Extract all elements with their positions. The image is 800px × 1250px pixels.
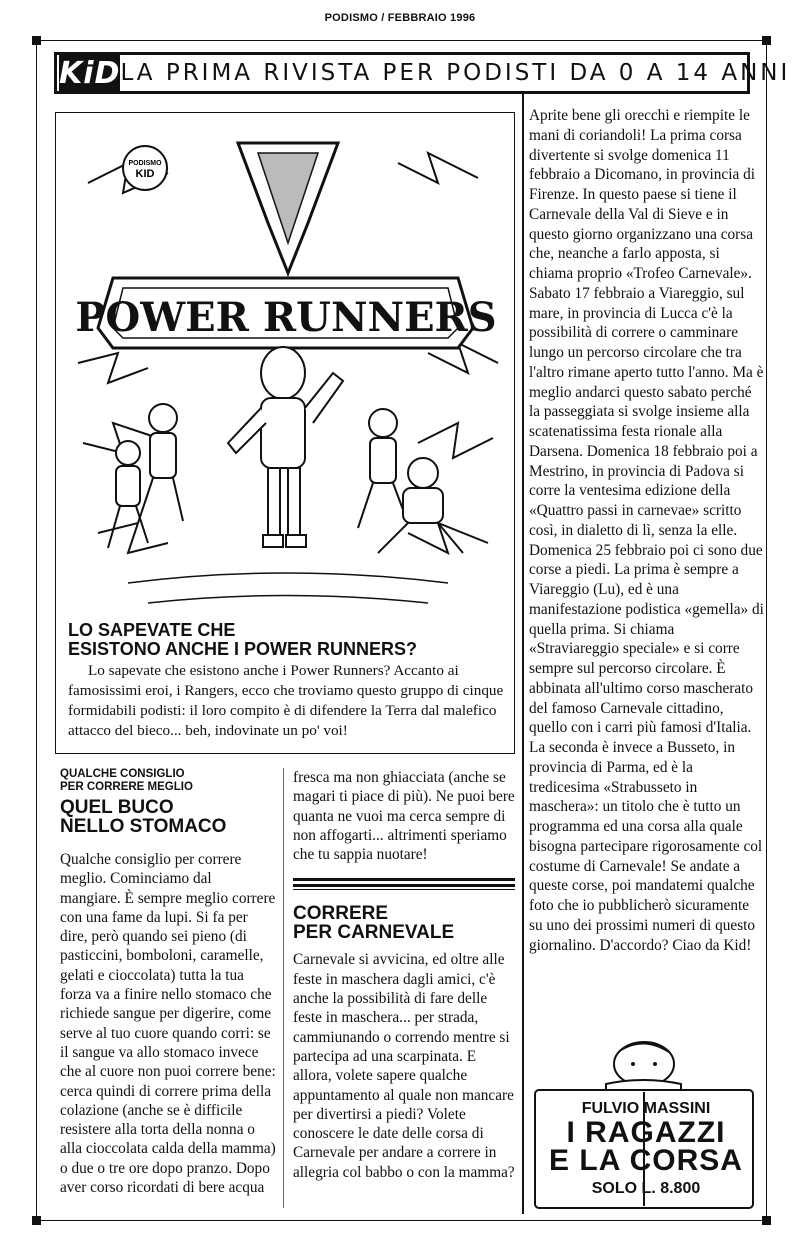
article-body-continued: fresca ma non ghiacciata (anche se magari ti piace di più). Ne puoi bere quanta ne vuoi ma cerca sempre di non affogarti... altrimenti speriamo che tu sappia nuotare! [293,769,515,864]
article-title [60,798,276,836]
feature-box [55,112,515,754]
book-title-line-2: E LA CORSA [549,1144,743,1177]
carnival-title-line-2: PER CARNEVALE [293,922,455,944]
corner-mark [32,1216,41,1225]
corner-mark [32,36,41,45]
kicker-line-2: PER CORRERE MEGLIO [60,781,193,793]
stamp-line-1: PODISMO [128,160,162,167]
book-price: SOLO L. 8.800 [591,1180,701,1197]
carnival-dates-column: Aprite bene gli orecchi e riempite le mani di coriandoli! La prima corsa divertente si svolge domenica 11 febbraio a Dicomano, in provincia di Firenze. In questo paese si tiene il Carnevale della Val di Sieve e in questo giorno organizzano una corsa che, neanche a farlo apposta, si chiama proprio «Trofeo Carnevale». Sabato 17 febbraio a Viareggio, sul mare, in provincia di Lucca c'è la possibilità di correre o camminare lungo un percorso circolare che tra l'altro rimane aperto tutto l'anno. Ma è meglio andarci questo sabato perché la passeggiata si svolge insieme alla scatenatissima festa rionale alla Darsena. Domenica 18 febbraio poi a Mestrino, in provincia di Padova si corre la ventesima edizione della «Quattro passi in carnevae» scritto così, in dialetto di lì, senza la elle. Domenica 25 febbraio poi ci sono due corse a piedi. La prima è sempre a Viareggio (Lu), ed è una manifestazione podistica «gemella» di quella prima. Si chiama «Straviareggio speciale» e si corre sempre sul percorso circolare. È abbinata all'ultimo corso mascherato del famoso Carnevale cittadino, quello con i carri più famosi d'Italia. La seconda è invece a Busseto, in provincia di Parma, ed è la tredicesima «Strabusseto in maschera»: un titolo che è tutto un programma ed una corsa alla quale bisogna partecipare rigorosamente col costume di Carnevale! Se andate a queste corse, poi mandatemi qualche foto che io pubblicherò sicuramente su uno dei prossimi numeri di questo giornalino. D'accordo? Ciao da Kid! [529,107,764,954]
carnival-title-line-1: CORRERE [293,903,389,925]
power-runners-illustration [68,123,504,621]
carnival-title [293,904,515,942]
article-column-b [293,768,515,1182]
title-line-1: QUEL BUCO [60,797,174,818]
article-stomach [60,768,276,1197]
column-rule [283,768,284,1208]
section-rule [293,878,515,887]
stamp-line-2: KID [135,168,155,180]
title-line-2: NELLO STOMACO [60,816,227,837]
feature-body: Lo sapevate che esistono anche i Power Runners? Accanto ai famosissimi eroi, i Rangers, ecco che troviamo questo gruppo di cinque formidabili podisti: il loro compito è di difendere la Terra dal malefico attacco del bieco... beh, indovinate un po' voi! [68,662,504,739]
running-head: PODISMO / FEBBRAIO 1996 [324,12,476,24]
carnival-body: Carnevale si avvicina, ed oltre alle feste in maschera dagli amici, c'è anche la possibilità di fare delle feste in maschera... per strada, cammiunando o correndo mentre si partecipa ad una scarpinata. E allora, volete sapere qualche appuntamento al quale non mancare per divertirsi a piedi? Volete conoscere le date delle corsa di Carnevale per andare a correre in allegria col babbo o con la mamma? [293,951,515,1181]
masthead-title: LA PRIMA RIVISTA PER PODISTI DA 0 A 14 ANNI [120,60,791,86]
masthead [54,52,791,94]
art-title: POWER RUNNERS [75,294,497,341]
article-body: Qualche consiglio per correre meglio. Cominciamo dal mangiare. È sempre meglio correre con una fame da lupi. Si fa per dire, però quando sei pieno (di pasticcini, bomboloni, caramelle, gelati e cioccolata) tutta la tua forza va a finire nello stomaco che richiede sangue per digerire, come serve al tuo cuore quando corri: se il sangue va allo stomaco invece che al cuore non puoi correre bene: cerca quindi di correre prima della colazione (anche se è difficile resistere alla torta della nonna o alla cioccolata calda della mamma) o due o tre ore dopo pranzo. Dopo aver corso ricordati di bere acqua [60,851,276,1197]
book-author: FULVIO MASSINI [581,1100,711,1117]
feature-heading-line-2: ESISTONO ANCHE I POWER RUNNERS? [68,639,418,659]
book-advertisement [531,1040,757,1212]
feature-heading-line-1: LO SAPEVATE CHE [68,620,236,640]
column-divider [522,94,524,1214]
corner-mark [762,1216,771,1225]
corner-mark [762,36,771,45]
section-rule-thin [293,889,515,890]
feature-heading [68,621,508,659]
article-kicker [60,768,276,794]
book-title-line-1: I RAGAZZI [566,1116,726,1149]
kicker-line-1: QUALCHE CONSIGLIO [60,768,185,780]
kid-logo: KiD [59,55,121,91]
